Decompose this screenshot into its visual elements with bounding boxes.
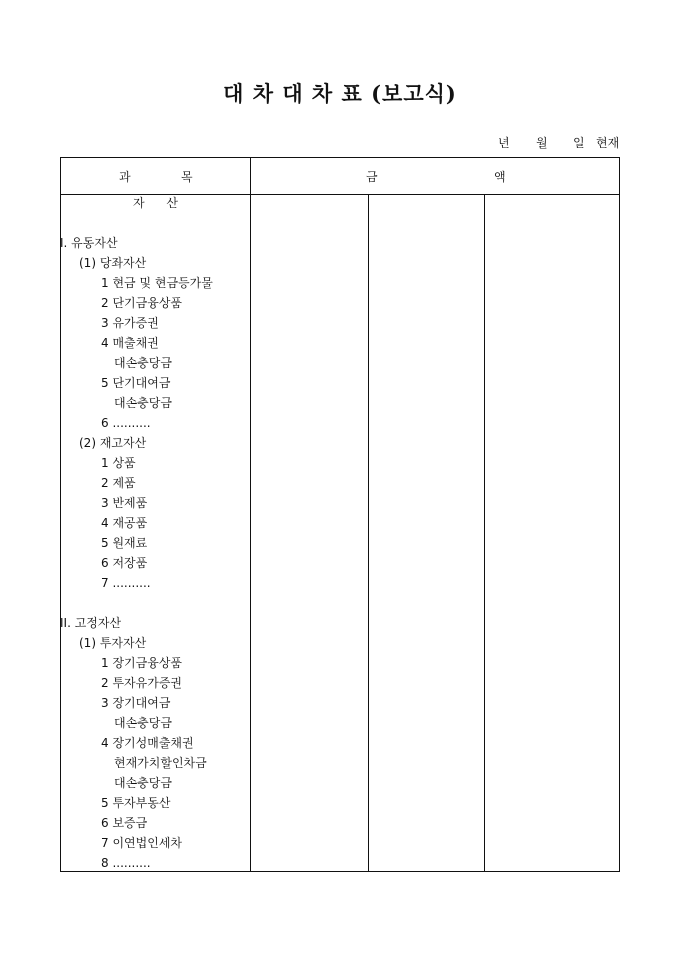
row-merchandise: 1 상품 bbox=[101, 456, 136, 470]
row-long-term-loans: 3 장기대여금 bbox=[101, 696, 171, 710]
subject-header-char-2: 목 bbox=[181, 170, 193, 184]
row-investments: (1) 투자자산 bbox=[79, 636, 147, 650]
row-allowance: 대손충당금 bbox=[114, 356, 172, 370]
subject-amount-divider bbox=[250, 158, 251, 871]
subject-header-char-1: 과 bbox=[119, 170, 131, 184]
amount-header-char-1: 금 bbox=[366, 170, 378, 184]
date-line bbox=[490, 134, 630, 152]
balance-sheet-table bbox=[60, 157, 620, 872]
row-current-assets: I. 유동자산 bbox=[60, 236, 118, 250]
row-long-term-financial: 1 장기금융상품 bbox=[101, 656, 183, 670]
row-short-term-financial: 2 단기금융상품 bbox=[101, 296, 183, 310]
date-day-label: 일 bbox=[573, 136, 585, 150]
document-title: 대 차 대 차 표 (보고식) bbox=[223, 81, 457, 106]
row-short-term-loans: 5 단기대여금 bbox=[101, 376, 171, 390]
date-month-label: 월 bbox=[536, 136, 548, 150]
date-year-label: 년 bbox=[498, 136, 510, 150]
row-quick-assets: (1) 당좌자산 bbox=[79, 256, 147, 270]
row-fixed-assets: II. 고정자산 bbox=[60, 616, 122, 630]
row-other: 8 .......... bbox=[101, 856, 151, 870]
row-present-value-discount: 현재가치할인차금 bbox=[114, 756, 207, 770]
row-allowance: 대손충당금 bbox=[114, 776, 172, 790]
row-accounts-receivable: 4 매출채권 bbox=[101, 336, 159, 350]
date-as-of-label: 현재 bbox=[596, 136, 620, 150]
row-semi-finished: 3 반제품 bbox=[101, 496, 148, 510]
row-other: 7 .......... bbox=[101, 576, 151, 590]
row-inventories: (2) 재고자산 bbox=[79, 436, 147, 450]
row-deferred-tax: 7 이연법인세차 bbox=[101, 836, 183, 850]
row-investment-securities: 2 투자유가증권 bbox=[101, 676, 183, 690]
row-cash: 1 현금 및 현금등가물 bbox=[101, 276, 213, 290]
row-raw-materials: 5 원재료 bbox=[101, 536, 148, 550]
amount-header bbox=[251, 158, 619, 194]
row-work-in-process: 4 재공품 bbox=[101, 516, 148, 530]
subject-header bbox=[61, 158, 250, 194]
header-divider bbox=[61, 194, 619, 195]
section-label-assets: 자 산 bbox=[133, 196, 178, 210]
row-allowance: 대손충당금 bbox=[114, 396, 172, 410]
row-other: 6 .......... bbox=[101, 416, 151, 430]
row-allowance: 대손충당금 bbox=[114, 716, 172, 730]
row-supplies: 6 저장품 bbox=[101, 556, 148, 570]
amount-column-divider-1 bbox=[368, 194, 369, 871]
row-securities: 3 유가증권 bbox=[101, 316, 159, 330]
amount-column-divider-2 bbox=[484, 194, 485, 871]
row-finished-goods: 2 제품 bbox=[101, 476, 136, 490]
amount-header-char-2: 액 bbox=[494, 170, 506, 184]
row-investment-property: 5 투자부동산 bbox=[101, 796, 171, 810]
row-long-term-receivables: 4 장기성매출채권 bbox=[101, 736, 194, 750]
row-deposits: 6 보증금 bbox=[101, 816, 148, 830]
